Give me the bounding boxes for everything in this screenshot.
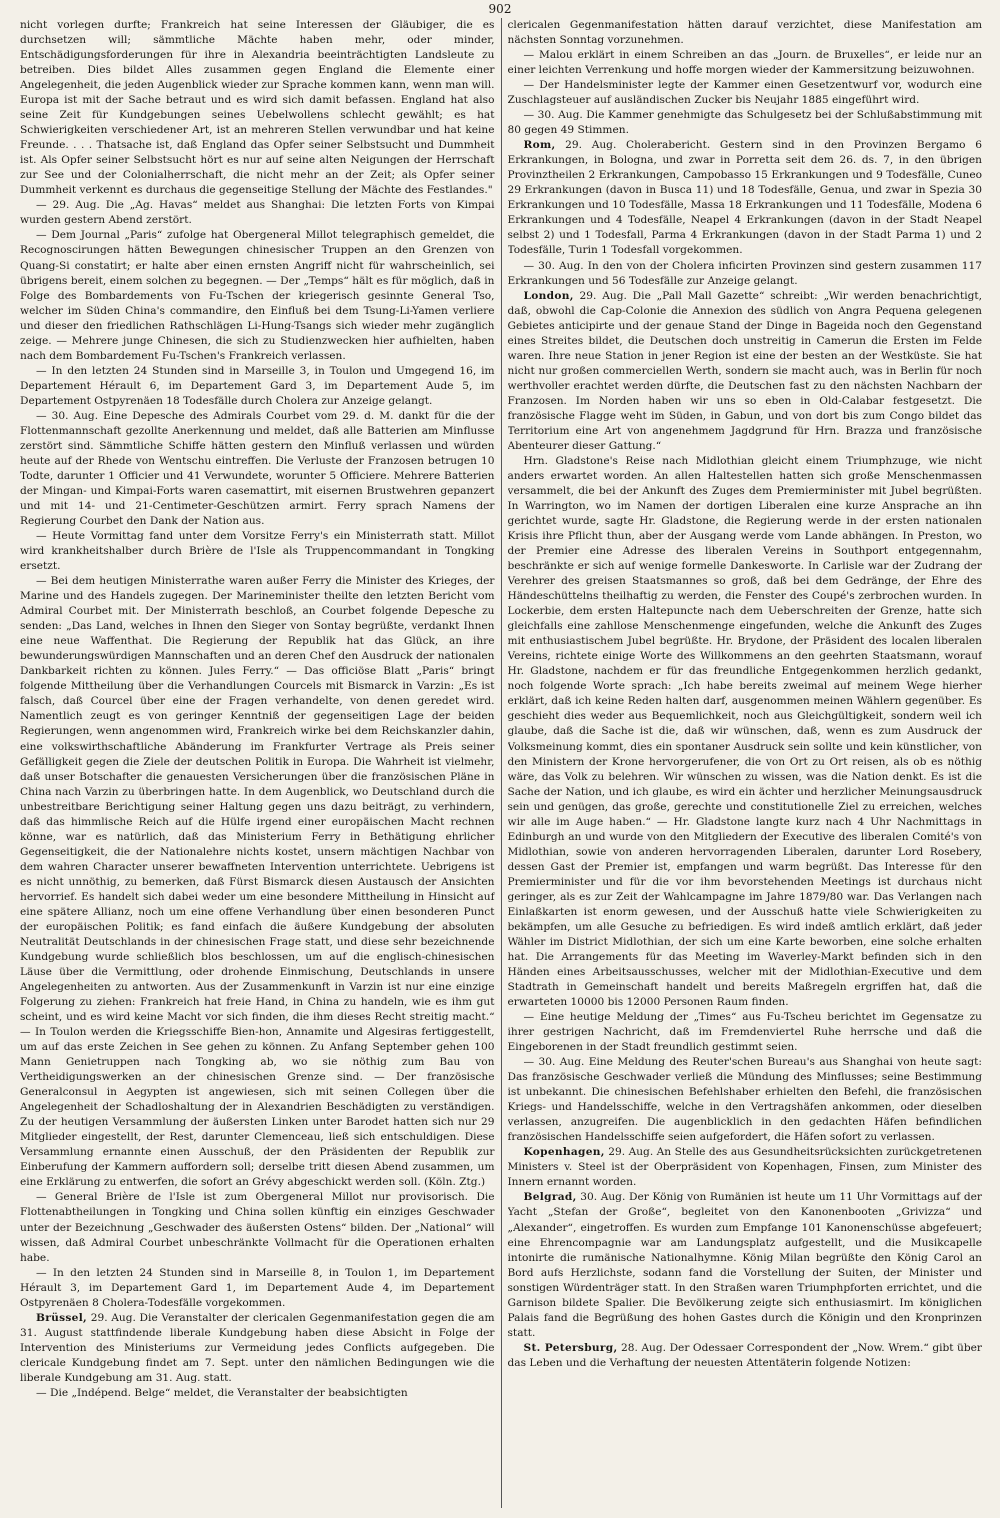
- dateline: Kopenhagen,: [523, 1146, 605, 1159]
- dateline: Rom,: [523, 139, 556, 152]
- paragraph-text: — Dem Journal „Paris“ zufolge hat Obergeneral Millot telegraphisch gemeldet, die Recognoscirungen hätten Bewegungen chinesischer Truppen an den Grenzen von Quang-Si constatirt; er halte aber einen ernsten Angriff nicht für wahrscheinlich, sei übrigens bereit, einem solchen zu begegnen. — Der „Temps“ hält es für möglich, daß in Folge des Bombardements von Fu-Tschen der kriegerisch gesinnte General Tso, welcher im Süden China's commandire, den Einfluß bei dem Tsung-Li-Yamen verliere und dieser den friedlichen Rathschlägen Li-Hung-Tsangs sich wieder mehr zugänglich zeige. — Mehrere junge Chinesen, die sich zu Studienzwecken hier aufhielten, haben nach dem Bombardement Fu-Tschen's Frankreich verlassen.: [20, 229, 495, 362]
- article-paragraph: [508, 1190, 983, 1340]
- page-number: 902: [488, 2, 512, 16]
- paragraph-text: — 30. Aug. Eine Meldung des Reuter'schen Bureau's aus Shanghai von heute sagt: Das französische Geschwader verließ die Mündung des Minflusses; seine Bestimmung ist unbekannt. Die chinesischen Befehlshaber erhielten den Befehl, die französischen Kriegs- und Handelsschiffe, welche in den Vertragshäfen ankommen, oder dieselben verlassen, anzugreifen. Die augenblicklich in den gedachten Häfen befindlichen französischen Handelsschiffe seien aufgefordert, die Häfen sofort zu verlassen.: [507, 1056, 982, 1144]
- paragraph-text: 29. Aug. Die Veranstalter der clericalen Gegenmanifestation gegen die am 31. August stattfindende liberale Kundgebung haben diese Absicht in Folge der Intervention des Ministeriums zur Vermeidung jedes Conflicts aufgegeben. Die clericale Kundgebung findet am 7. Sept. unter den nämlichen Bedingungen wie die liberale Kundgebung am 31. Aug. statt.: [20, 1311, 495, 1384]
- article-paragraph: [20, 1311, 495, 1386]
- dateline: Brüssel,: [36, 1311, 88, 1324]
- paragraph-text: — 30. Aug. Eine Depesche des Admirals Courbet vom 29. d. M. dankt für die der Flottenmannschaft gezollte Anerkennung und meldet, daß alle Batterien am Minflusse zerstört sind. Sämmtliche Schiffe hätten gestern den Minfluß verlassen und würden heute auf der Rhede von Wentschu eintreffen. Die Verluste der Franzosen betrugen 10 Todte, darunter 1 Officier und 41 Verwundete, worunter 5 Officiere. Mehrere Batterien der Mingan- und Kimpai-Forts waren casemattirt, mit eisernen Brustwehren gepanzert und mit 14- und 21-Centimeter-Geschützen armirt. Ferry sprach Namens der Regierung Courbet den Dank der Nation aus.: [20, 409, 495, 528]
- article-paragraph: [20, 409, 495, 529]
- text-columns: [20, 18, 982, 1508]
- paragraph-text: — Heute Vormittag fand unter dem Vorsitze Ferry's ein Ministerrath statt. Millot wird krankheitshalber durch Brière de l'Isle als Truppencommandant in Tongking ersetzt.: [20, 530, 495, 573]
- article-paragraph: [20, 198, 495, 228]
- paragraph-text: 28. Aug. Der Odessaer Correspondent der „Now. Wrem.“ gibt über das Leben und die Verhaftung der neuesten Attentäterin folgende Notizen:: [507, 1341, 982, 1369]
- article-paragraph: [508, 78, 983, 108]
- right-column: [508, 18, 983, 1508]
- paragraph-text: — 30. Aug. In den von der Cholera inficirten Provinzen sind gestern zusammen 117 Erkrankungen und 56 Todesfälle zur Anzeige gelangt.: [507, 259, 982, 287]
- dateline: London,: [523, 289, 574, 302]
- article-paragraph: [508, 1010, 983, 1055]
- paragraph-text: — Der Handelsminister legte der Kammer einen Gesetzentwurf vor, wodurch eine Zuschlagsteuer auf ausländischen Zucker bis Neujahr 1885 eingeführt wird.: [507, 79, 982, 107]
- paragraph-text: — In den letzten 24 Stunden sind in Marseille 8, in Toulon 1, im Departement Hérault 3, im Departement Gard 1, im Departement Aude 4, im Departement Ostpyrenäen 8 Cholera-Todesfälle vorgekommen.: [20, 1266, 495, 1309]
- paragraph-text: — Malou erklärt in einem Schreiben an das „Journ. de Bruxelles“, er leide nur an einer leichten Verrenkung und hoffe morgen wieder der Kammersitzung beizuwohnen.: [507, 49, 982, 77]
- column-rule: [501, 18, 502, 1508]
- article-paragraph: [20, 18, 495, 198]
- article-paragraph: [508, 138, 983, 258]
- article-paragraph: [508, 454, 983, 1010]
- paragraph-text: clericalen Gegenmanifestation hätten darauf verzichtet, diese Manifestation am nächsten Sonntag vorzunehmen.: [507, 19, 982, 47]
- paragraph-text: — 30. Aug. Die Kammer genehmigte das Schulgesetz bei der Schlußabstimmung mit 80 gegen 49 Stimmen.: [507, 109, 982, 137]
- paragraph-text: — Eine heutige Meldung der „Times“ aus Fu-Tscheu berichtet im Gegensatze zu ihrer gestrigen Nachricht, daß im Fremdenviertel Ruhe herrsche und daß die Eingeborenen in der Stadt freundlich gestimmt seien.: [507, 1011, 982, 1054]
- left-column: [20, 18, 495, 1508]
- paragraph-text: nicht vorlegen durfte; Frankreich hat seine Interessen der Gläubiger, die es durchsetzen will; sämmtliche Mächte haben mehr, oder minder, Entschädigungsforderungen für ihre in Alexandria beeinträchtigten Landsleute zu betreiben. Dies bildet Alles zusammen gegen England die Elemente einer Angelegenheit, die jeden Augenblick wieder zur Sprache kommen kann, wenn man will. Europa ist mit der Sache betraut und es wird sich damit befassen. England hat also seine Zeit für Kundgebungen seines Uebelwollens schlecht gewählt; es hat Schwierigkeiten verschiedener Art, ist an mehreren Stellen verwundbar und hat keine Freunde. . . . Thatsache ist, daß England das Opfer seiner Selbstsucht und Dummheit ist. Als Opfer seiner Selbstsucht hört es nur auf seine alten Neigungen der Herrschaft zur See und der Colonialherrschaft, die nicht mehr an der Zeit; als Opfer seiner Dummheit verkennt es durchaus die gegenseitige Stellung der Mächte des Festlandes.": [20, 19, 495, 197]
- article-paragraph: [508, 259, 983, 289]
- paragraph-text: 30. Aug. Der König von Rumänien ist heute um 11 Uhr Vormittags auf der Yacht „Stefan der Große“, begleitet von den Kanonenbooten „Grivizza“ und „Alexander“, eingetroffen. Es wurden zum Empfange 101 Kanonenschüsse abgefeuert; eine Ehrencompagnie war am Landungsplatz aufgestellt, und die Musikcapelle intonirte die rumänische Nationalhymne. König Milan begrüßte den König Carol an Bord aufs Herzlichste, sodann fand die Vorstellung der Suiten, der Minister und sonstigen Würdenträger statt. In den Straßen waren Triumphpforten errichtet, und die Garnison bildete Spalier. Die Bevölkerung zeigte sich enthusiasmirt. Im königlichen Palais fand die Begrüßung des hohen Gastes durch die Königin und den Kronprinzen statt.: [507, 1191, 982, 1339]
- article-paragraph: [20, 1266, 495, 1311]
- article-paragraph: [20, 529, 495, 574]
- paragraph-text: — Die „Indépend. Belge“ meldet, die Veranstalter der beabsichtigten: [36, 1386, 408, 1399]
- paragraph-text: — General Brière de l'Isle ist zum Obergeneral Millot nur provisorisch. Die Flottenabtheilungen in Tongking und China sollen künftig ein einziges Geschwader unter der Bezeichnung „Geschwader des äußersten Ostens“ bilden. Der „National“ will wissen, daß Admiral Courbet unbeschränkte Vollmacht für die Operationen erhalten habe.: [20, 1191, 495, 1264]
- paragraph-text: — 29. Aug. Die „Ag. Havas“ meldet aus Shanghai: Die letzten Forts von Kimpai wurden gestern Abend zerstört.: [20, 199, 495, 227]
- article-paragraph: [508, 289, 983, 454]
- paragraph-text: Hrn. Gladstone's Reise nach Midlothian gleicht einem Triumphzuge, wie nicht anders erwartet worden. An allen Haltestellen hatten sich große Menschenmassen versammelt, die bei der Ankunft des Zuges dem Premierminister mit Jubel begrüßten. In Warrington, wo im Namen der dortigen Liberalen eine kurze Ansprache an ihn gerichtet wurde, sagte Hr. Gladstone, die Regierung werde in der ersten nationalen Krisis ihre Pflicht thun, aber der Ausgang werde vom Lande abhängen. In Preston, wo der Premier eine Adresse des liberalen Vereins in Southport entgegennahm, beschränkte er sich auf wenige formelle Dankesworte. In Carlisle war der Zudrang der Verehrer des greisen Staatsmannes so groß, daß bei dem Gedränge, der Ehre des Händeschüttelns theilhaftig zu werden, die Fenster des Coupé's zerbrochen wurden. In Lockerbie, dem ersten Haltepuncte nach dem Ueberschreiten der Grenze, hatte sich gleichfalls eine zahllose Menschenmenge eingefunden, welche die Ankunft des Zuges mit enthusiastischem Jubel begrüßte. Hr. Brydone, der Präsident des localen liberalen Vereins, richtete einige Worte des Willkommens an den geehrten Staatsmann, worauf Hr. Gladstone, nachdem er für das freundliche Entgegenkommen herzlich gedankt, noch folgende Worte sprach: „Ich habe bereits zweimal auf meinem Wege hierher erklärt, daß ich keine Reden halten darf, ausgenommen meinen Wählern gegenüber. Es geschieht dies weder aus Bequemlichkeit, noch aus Gleichgültigkeit, sondern weil ich glaube, daß die Sache ist die, daß wir wünschen, daß, wenn es zum Ausdruck der Volksmeinung kommt, dies ein spontaner Ausdruck sein sollte und kein künstlicher, von den Ministern der Krone hervorgerufener, die von Ort zu Ort reisen, als ob es nöthig wäre, das Volk zu belehren. Wir wünschen zu wissen, was die Nation denkt. Es ist die Sache der Nation, und ich glaube, es wird ein ächter und herzlicher Meinungsausdruck sein und genügen, das große, gerechte und constitutionelle Ziel zu erreichen, welches wir alle im Auge haben.“ — Hr. Gladstone langte kurz nach 4 Uhr Nachmittags in Edinburgh an und wurde von den Mitgliedern der Executive des liberalen Comité's von Midlothian, sowie von anderen hervorragenden Liberalen, darunter Lord Rosebery, dessen Gast der Premier ist, empfangen und warm begrüßt. Das Interesse für den Premierminister und für die vor ihm bevorstehenden Meetings ist durchaus nicht geringer, als es zur Zeit der Wahlcampagne im Jahre 1879/80 war. Das Verlangen nach Einlaßkarten ist enorm gewesen, und der Ausschuß hatte viele Schwierigkeiten zu bekämpfen, um alle Gesuche zu befriedigen. Es wird indeß amtlich erklärt, daß jeder Wähler im District Midlothian, der sich um eine Karte beworben, eine solche erhalten hat. Die Arrangements für das Meeting im Waverley-Markt befinden sich in den Händen eines Arbeitsausschusses, welcher mit der Midlothian-Executive und dem Stadtrath in Gemeinschaft handelt und bereits Maßregeln ergriffen hat, daß die erwarteten 10000 bis 12000 Personen Raum finden.: [507, 454, 982, 1009]
- dateline: St. Petersburg,: [523, 1341, 618, 1354]
- paragraph-text: — Bei dem heutigen Ministerrathe waren außer Ferry die Minister des Krieges, der Marine und des Handels zugegen. Der Marineminister theilte den letzten Bericht vom Admiral Courbet mit. Der Ministerrath beschloß, an Courbet folgende Depesche zu senden: „Das Land, welches in Ihnen den Sieger von Sontay begrüßte, verdankt Ihnen eine neue Waffenthat. Die Regierung der Republik hat das Glück, an ihre bewunderungswürdigen Mannschaften und an deren Chef den Ausdruck der nationalen Dankbarkeit richten zu können. Jules Ferry.“ — Das officiöse Blatt „Paris“ bringt folgende Mittheilung über die Verhandlungen Courcels mit Bismarck in Varzin: „Es ist falsch, daß Courcel über eine der Fragen verhandelte, von denen geredet wird. Namentlich zeugt es von geringer Kenntniß der gegenseitigen Lage der beiden Regierungen, wenn angenommen wird, Frankreich wirke bei dem Reichskanzler dahin, eine volkswirthschaftliche Abänderung im Frankfurter Vertrage als Preis seiner Gefälligkeit gegen die Ziele der deutschen Politik in Europa. Die Wahrheit ist vielmehr, daß unser Botschafter die genauesten Versicherungen über die französischen Pläne in China nach Varzin zu überbringen hatte. In dem Augenblick, wo Deutschland durch die unbestreitbare Berichtigung seiner Haltung gegen uns dazu beiträgt, zu verhindern, daß das himmlische Reich auf die Hülfe irgend einer europäischen Macht rechnen könne, war es natürlich, daß das Ministerium Ferry in Bethätigung ehrlicher Gegenseitigkeit, die der Nationalehre nichts kostet, unsern mächtigen Nachbar von dem wahren Character unserer bewaffneten Intervention unterrichtete. Uebrigens ist es nicht unnöthig, zu bemerken, daß Fürst Bismarck diesen Austausch der Ansichten hervorrief. Es handelt sich dabei weder um eine besondere Mittheilung in Hinsicht auf eine spätere Allianz, noch um eine offene Verhandlung über einen besonderen Punct der europäischen Politik; es fand einfach die äußere Kundgebung der absoluten Neutralität Deutschlands in der chinesischen Frage statt, und diese sehr bezeichnende Kundgebung wurde schließlich blos beschlossen, um auf die englisch-chinesischen Läuse über die Vermittlung, oder drohende Einmischung, Deutschlands in unsere Angelegenheiten zu antworten. Aus der Zusammenkunft in Varzin ist nur eine einzige Folgerung zu ziehen: Frankreich hat freie Hand, in China zu handeln, wie es ihm gut scheint, und es wird keine Macht vor sich finden, die ihm dieses Recht streitig macht.“ — In Toulon werden die Kriegsschiffe Bien-hon, Annamite und Algesiras fertiggestellt, um auf das erste Zeichen in See gehen zu können. Zu Anfang September gehen 100 Mann Genietruppen nach Tongking ab, wo sie nöthig zum Bau von Vertheidigungswerken an der chinesischen Grenze sind. — Der französische Generalconsul in Aegypten ist angewiesen, sich mit seinen Collegen über die Angelegenheit der Schadloshaltung der in Alexandrien Beschädigten zu verständigen. Zu der heutigen Versammlung der äußersten Linken unter Barodet hatten sich nur 29 Mitglieder eingestellt, der Rest, darunter Clemenceau, ließ sich entschuldigen. Diese Versammlung ernannte einen Ausschuß, der den Präsidenten der Republik zur Einberufung der Kammern auffordern soll; derselbe tritt diesen Abend zusammen, um eine Erklärung zu entwerfen, die sofort an Grévy abgeschickt werden soll. (Köln. Ztg.): [20, 575, 495, 1189]
- article-paragraph: [508, 1145, 983, 1190]
- article-paragraph: [508, 1341, 983, 1371]
- dateline: Belgrad,: [523, 1191, 577, 1204]
- article-paragraph: [20, 1386, 495, 1401]
- article-paragraph: [20, 228, 495, 363]
- paragraph-text: 29. Aug. Die „Pall Mall Gazette“ schreibt: „Wir werden benachrichtigt, daß, obwohl die Cap-Colonie die Annexion des südlich von Angra Pequena gelegenen Gebietes anticipirte und der genaue Stand der Dinge in Bageida noch den Gegenstand eines Streites bildet, die Deutschen doch unstreitig in Camerun die Ersten im Felde waren. Ihre neue Station in jener Region ist eine der besten an der Westküste. Sie hat nicht nur großen commerciellen Werth, sondern sie macht auch, was in Berlin für noch werthvoller erachtet werden dürfte, die Deutschen fast zu den nächsten Nachbarn der Franzosen. Im Norden haben wir uns so eben in Old-Calabar festgesetzt. Die französische Flagge weht im Süden, in Gabun, und von dort bis zum Congo bildet das Territorium eine Art von angenehmem Jagdgrund für Hrn. Brazza und französische Abenteurer dieser Gattung.“: [507, 289, 982, 452]
- article-paragraph: [20, 574, 495, 1190]
- paragraph-text: — In den letzten 24 Stunden sind in Marseille 3, in Toulon und Umgegend 16, im Departement Hérault 6, im Departement Gard 3, im Departement Aude 5, im Departement Ostpyrenäen 18 Todesfälle durch Cholera zur Anzeige gelangt.: [20, 364, 495, 407]
- paragraph-text: 29. Aug. Cholerabericht. Gestern sind in den Provinzen Bergamo 6 Erkrankungen, in Bologna, und zwar in Porretta seit dem 26. ds. 7, in den übrigen Provinztheilen 2 Erkrankungen, Campobasso 15 Erkrankungen und 9 Todesfälle, Cuneo 29 Erkrankungen (davon in Busca 11) und 18 Todesfälle, Genua, und zwar in Spezia 30 Erkrankungen und 10 Todesfälle, Massa 18 Erkrankungen und 11 Todesfälle, Modena 6 Erkrankungen und 4 Todesfälle, Neapel 4 Erkrankungen (davon in der Stadt Neapel selbst 2) und 1 Todesfall, Parma 4 Erkrankungen (davon in der Stadt Parma 1) und 2 Todesfälle, Turin 1 Todesfall vorgekommen.: [507, 139, 982, 257]
- article-paragraph: [508, 108, 983, 138]
- article-paragraph: [20, 1190, 495, 1265]
- article-paragraph: [508, 48, 983, 78]
- article-paragraph: [20, 364, 495, 409]
- article-paragraph: [508, 1055, 983, 1145]
- article-paragraph: [508, 18, 983, 48]
- paragraph-text: 29. Aug. An Stelle des aus Gesundheitsrücksichten zurückgetretenen Ministers v. Steel ist der Oberpräsident von Kopenhagen, Finsen, zum Minister des Innern ernannt worden.: [507, 1146, 982, 1189]
